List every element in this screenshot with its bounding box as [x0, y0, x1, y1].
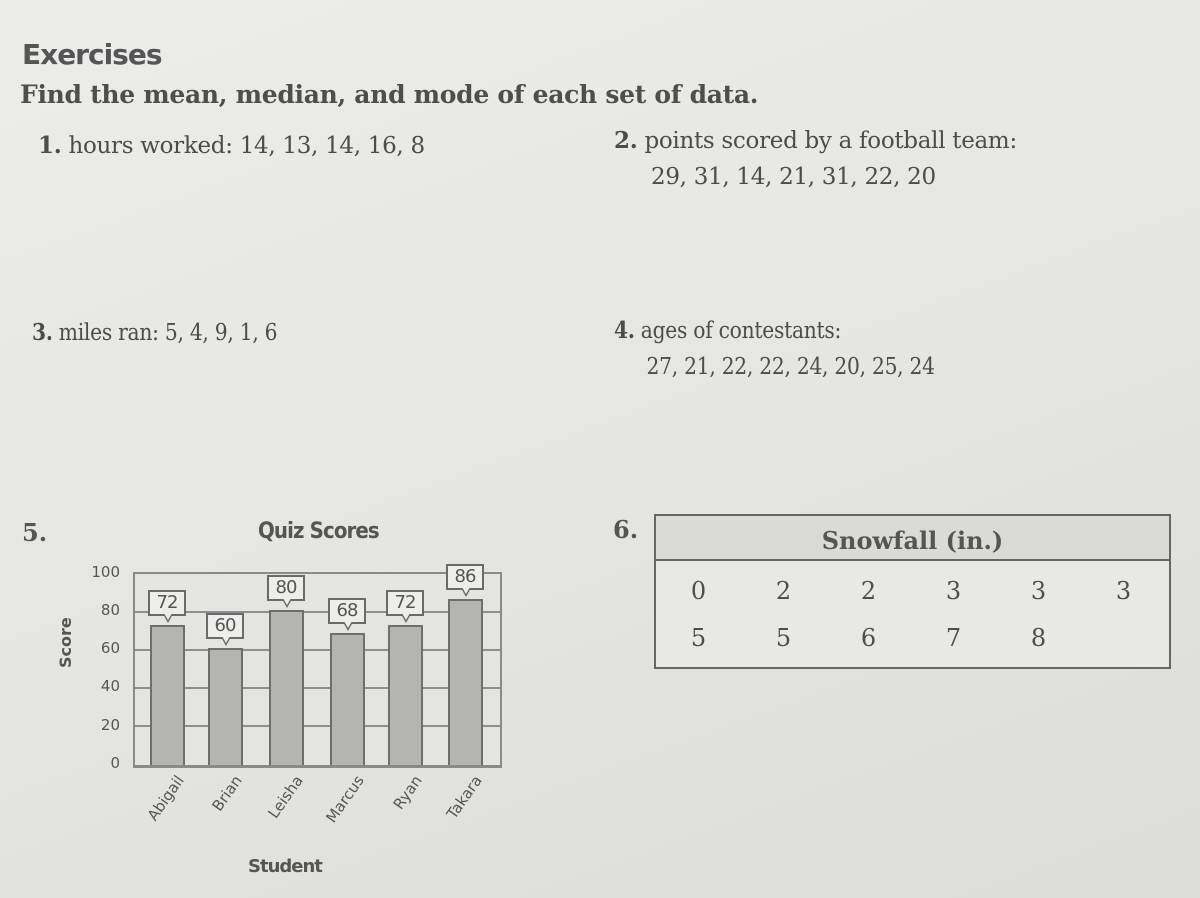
data-label: 80: [267, 575, 305, 601]
table-body: [656, 561, 1169, 667]
table-cell: 2: [860, 576, 877, 605]
bar: [269, 610, 304, 765]
exercise-label: points scored by a football team:: [644, 128, 1017, 154]
table-row: [656, 567, 1169, 614]
table-cell: 3: [1030, 576, 1047, 605]
exercise-label: hours worked:: [68, 133, 233, 159]
data-label: 68: [328, 598, 366, 624]
bar: [448, 599, 483, 765]
exercise-data: 14, 13, 14, 16, 8: [239, 133, 425, 159]
x-axis-label: Student: [248, 856, 322, 877]
chart-title: Quiz Scores: [258, 519, 379, 544]
exercise-5-number: 5.: [22, 518, 48, 547]
x-tick: Leisha: [264, 772, 307, 822]
exercise-number: 4.: [614, 317, 635, 344]
snowfall-table: [654, 514, 1171, 669]
exercise-data: 27, 21, 22, 22, 24, 20, 25, 24: [646, 354, 935, 380]
exercise-number: 2.: [614, 127, 638, 154]
y-tick: 80: [100, 601, 120, 619]
gridline: [135, 687, 500, 689]
y-tick: 0: [110, 754, 120, 772]
data-label: 60: [206, 613, 244, 639]
exercise-number: 1.: [38, 132, 62, 159]
y-tick: 100: [91, 563, 120, 581]
y-tick: 40: [100, 677, 120, 695]
y-tick: 60: [100, 639, 120, 657]
table-title: Snowfall (in.): [656, 516, 1169, 561]
x-tick: Brian: [208, 772, 246, 815]
table-cell: 5: [775, 623, 792, 652]
section-heading: Exercises: [22, 38, 162, 71]
exercise-data: 5, 4, 9, 1, 6: [164, 320, 278, 346]
gridline: [135, 725, 500, 727]
exercise-1: [38, 128, 425, 164]
table-row: [656, 614, 1169, 661]
table-cell: 0: [690, 576, 707, 605]
x-tick: Takara: [442, 772, 486, 823]
table-cell: 8: [1030, 623, 1047, 652]
bar: [330, 633, 365, 765]
gridline: [135, 611, 500, 613]
table-cell: 5: [690, 623, 707, 652]
exercise-label: miles ran:: [58, 320, 159, 346]
table-cell: 6: [860, 623, 877, 652]
bar: [388, 625, 423, 765]
y-axis-label: Score: [56, 617, 75, 668]
exercise-label: ages of contestants:: [640, 318, 842, 344]
exercise-2: [614, 123, 1017, 195]
data-label: 72: [386, 590, 424, 616]
exercise-data: 29, 31, 14, 21, 31, 22, 20: [651, 164, 936, 190]
x-tick: Ryan: [389, 772, 426, 813]
table-cell: 3: [1115, 576, 1132, 605]
bar: [150, 625, 185, 765]
x-tick: Marcus: [322, 772, 368, 827]
exercise-4: [614, 313, 935, 385]
data-label: 86: [446, 564, 484, 590]
exercise-3: [32, 315, 277, 351]
plot-area: [133, 565, 502, 768]
gridline: [135, 649, 500, 651]
table-cell: 2: [775, 576, 792, 605]
table-cell: 7: [945, 623, 962, 652]
y-tick: 20: [100, 716, 120, 734]
bar: [208, 648, 243, 765]
x-tick: Abigail: [143, 772, 188, 825]
exercise-6-number: 6.: [613, 515, 639, 544]
table-cell: 3: [945, 576, 962, 605]
exercise-number: 3.: [32, 319, 53, 346]
data-label: 72: [148, 590, 186, 616]
instructions: Find the mean, median, and mode of each set of data.: [20, 80, 759, 109]
